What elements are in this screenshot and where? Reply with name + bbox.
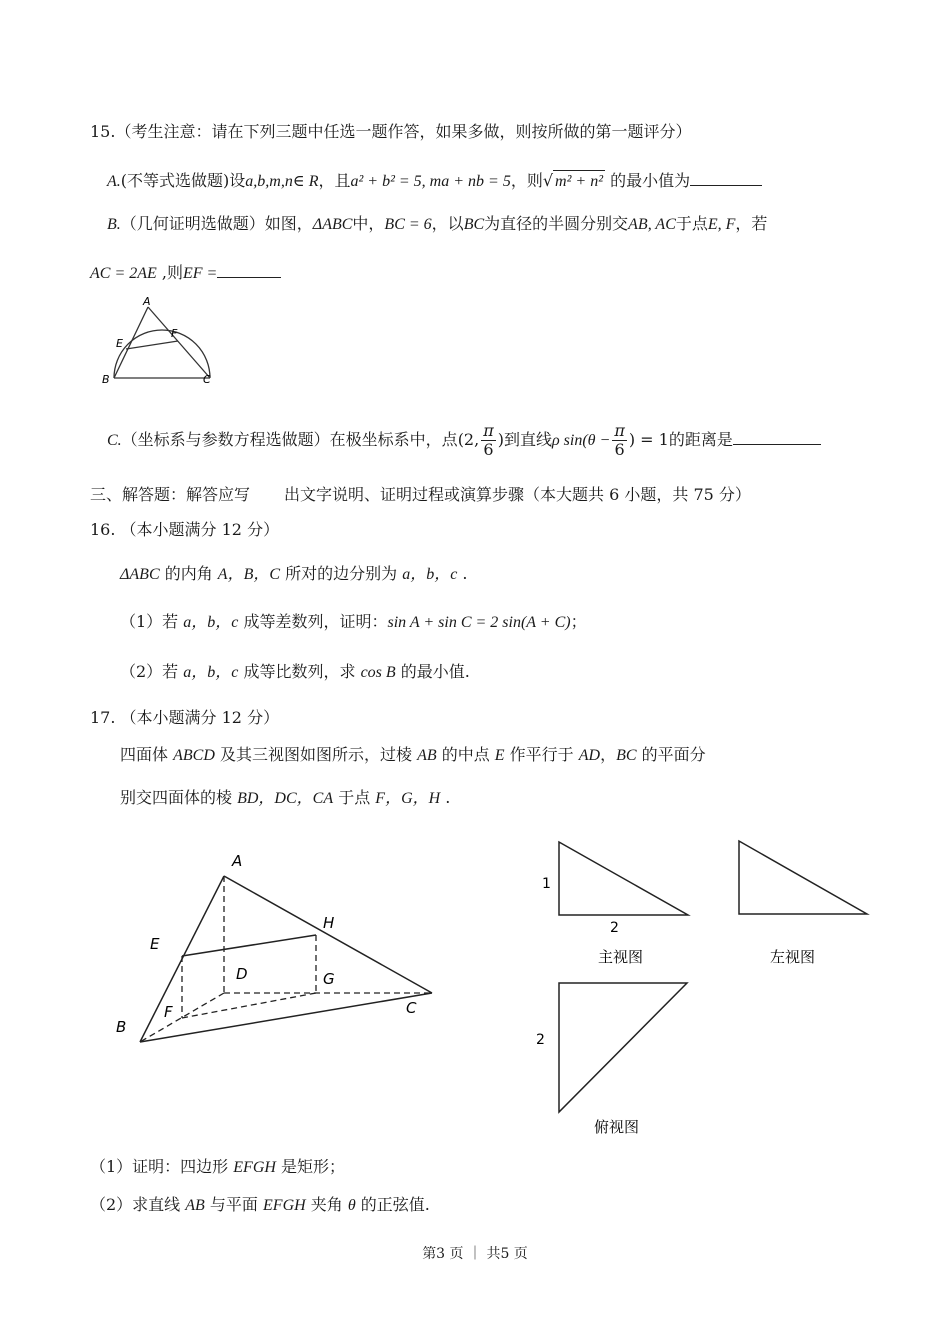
label-f: F — [171, 327, 178, 340]
q16-p1-eq: sin A + sin C = 2 sin(A + C) — [387, 614, 571, 631]
q17-s2-end: . — [440, 788, 451, 807]
q17-stem1 — [120, 744, 706, 767]
q15a-vars: a,b,m,n — [245, 173, 293, 190]
label-c: C — [203, 373, 211, 386]
front-view-triangle — [559, 842, 688, 915]
q17-header: 17. （本小题满分 12 分） — [90, 708, 280, 727]
tetrahedron-figure — [108, 846, 438, 1046]
q16-header: 16. （本小题满分 12 分） — [90, 520, 280, 539]
q16-p2-sides: a，b，c — [183, 664, 239, 681]
q17-s2-a: 别交四面体的棱 — [120, 788, 238, 807]
label-f: F — [164, 1003, 173, 1021]
tetrahedron-diagram — [108, 846, 438, 1046]
q15b-ef2: EF = — [182, 265, 218, 282]
segment-ac — [148, 307, 210, 378]
q15a-answer-blank — [690, 167, 762, 186]
front-view-height: 1 — [542, 876, 551, 892]
label-h: H — [323, 914, 335, 932]
q15b-tri: ΔABC — [312, 216, 353, 233]
front-view-caption: 主视图 — [598, 948, 644, 966]
q15-header: 15.（考生注意：请在下列三题中任选一题作答，如果多做，则按所做的第一题评分） — [90, 122, 692, 141]
q15b-bc2: BC — [463, 216, 485, 233]
q16-p1-b: 成等差数列，证明： — [238, 612, 388, 631]
q16-p2-end: 的最小值. — [395, 662, 470, 681]
q17-p1-a: （1）证明：四边形 — [90, 1157, 234, 1176]
q16-sides: a，b，c — [402, 566, 458, 583]
q15b-text2: ，以 — [431, 214, 464, 233]
q16-part1 — [120, 611, 587, 634]
q16-stem-end: . — [457, 564, 468, 583]
q17-s1-ad: AD — [578, 747, 601, 764]
q15c-text3: 的距离是 — [668, 430, 733, 449]
q15a-eq: a² + b² = 5, ma + nb = 5 — [350, 173, 511, 190]
q16-p2-cos: cos B — [360, 664, 396, 681]
pi-over-6-fraction — [481, 422, 496, 459]
q15b-mid: 中， — [352, 214, 385, 233]
q16-abc: A，B，C — [217, 566, 281, 583]
q15c-answer-blank — [733, 426, 821, 445]
label-b: B — [102, 373, 110, 386]
q15b-line2 — [90, 259, 281, 285]
q17-s1-b: 及其三视图如图所示，过棱 — [214, 745, 418, 764]
section3-text-b: 出文字说明、证明过程或演算步骤（本大题共 6 小题，共 75 分） — [284, 485, 751, 504]
q15a-sqrt: m² + n² — [553, 170, 605, 193]
q15a-tail: 的最小值为 — [605, 171, 691, 190]
q17-p1-efgh: EFGH — [233, 1159, 276, 1176]
label-b: B — [116, 1018, 127, 1036]
q17-p2-a: （2）求直线 — [90, 1195, 186, 1214]
label-d: D — [236, 965, 248, 983]
q16-tri: ΔABC — [120, 566, 160, 583]
frac-num: π — [483, 421, 494, 440]
q15b-ef: E, F — [707, 216, 736, 233]
q15b-answer-blank — [217, 259, 281, 278]
label-e: E — [150, 935, 160, 953]
q15a-line: A.(不等式选做题)设a,b,m,n∈ R，且a² + b² = 5, ma + nb = 5，则√ m² + n² 的最小值为 — [107, 167, 762, 193]
q17-s1-d: 作平行于 — [504, 745, 579, 764]
label-a: A — [232, 852, 243, 870]
label-a: A — [143, 295, 151, 308]
q17-s1-f: 的平面分 — [636, 745, 706, 764]
q17-p1-b: 是矩形； — [275, 1157, 346, 1176]
q17-s1-c: 的中点 — [436, 745, 495, 764]
top-view-caption: 俯视图 — [594, 1118, 640, 1136]
frac-num-2: π — [614, 421, 625, 440]
page-footer: 第3 页 ｜ 共5 页 — [422, 1246, 528, 1262]
q15a-cond: ，且 — [318, 171, 351, 190]
q16-stem-text: 的内角 — [159, 564, 218, 583]
top-view-triangle — [559, 983, 687, 1112]
q15b-label: B. — [107, 216, 121, 233]
left-view-caption: 左视图 — [770, 948, 816, 966]
q15c-rho: ρ sin(θ − — [551, 432, 611, 449]
q16-stem-text2: 所对的边分别为 — [280, 564, 403, 583]
q17-s1-e: E — [494, 747, 505, 764]
q15b-abac: AB, AC — [628, 216, 676, 233]
q17-s1-bc: BC — [616, 747, 637, 764]
q17-p2-ab: AB — [185, 1197, 205, 1214]
q17-part1 — [90, 1156, 345, 1179]
front-view-width: 2 — [610, 920, 619, 936]
section3-text-a: 三、解答题：解答应写 — [90, 485, 251, 504]
top-view-height: 2 — [536, 1032, 545, 1048]
q16-p1-sides: a，b，c — [183, 614, 239, 631]
label-c: C — [406, 999, 417, 1017]
q17-p2-b: 与平面 — [204, 1195, 264, 1214]
q16-p2-b: 成等比数列，求 — [238, 662, 361, 681]
q17-s1-abcd: ABCD — [173, 747, 215, 764]
q15b-line1 — [107, 213, 767, 236]
q17-s2-pts: F，G，H — [375, 790, 441, 807]
three-views-figure — [530, 836, 890, 1140]
label-e: E — [116, 337, 123, 350]
q17-s1-sep: ， — [600, 745, 617, 764]
q15b-cond: AC = 2AE — [90, 265, 157, 282]
semicircle-arc — [114, 330, 210, 378]
q17-s2-edges: BD，DC，CA — [237, 790, 334, 807]
q15b-text5: ，若 — [735, 214, 768, 233]
q17-s2-b: 于点 — [333, 788, 376, 807]
q16-part2 — [120, 661, 470, 684]
q17-p2-efgh: EFGH — [263, 1197, 306, 1214]
q15c-text2: 到直线 — [503, 430, 552, 449]
q15c-pt-close: ) — [497, 430, 504, 449]
semicircle-triangle-diagram — [98, 293, 228, 391]
q15a-label: A. — [107, 173, 121, 190]
segment-ef — [126, 341, 178, 349]
q15c-text1: （坐标系与参数方程选做题）在极坐标系中，点 — [121, 430, 458, 449]
pi-over-6-fraction-2 — [612, 422, 627, 459]
q16-p1-a: （1）若 — [120, 612, 184, 631]
q16-stem — [120, 563, 468, 586]
q15b-bc: BC = 6 — [384, 216, 432, 233]
q16-p2-a: （2）若 — [120, 662, 184, 681]
q17-p2-d: 的正弦值. — [355, 1195, 430, 1214]
q15a-then: ，则 — [510, 171, 543, 190]
q17-s1-a: 四面体 — [120, 745, 174, 764]
q15b-text3: 为直径的半圆分别交 — [484, 214, 629, 233]
q15b-figure — [98, 293, 228, 391]
left-view-triangle — [739, 841, 867, 914]
three-views-diagram — [530, 836, 890, 1140]
label-g: G — [323, 970, 335, 988]
frac-den-2: 6 — [614, 440, 625, 459]
frac-den: 6 — [483, 440, 494, 459]
segment-eh — [182, 935, 316, 956]
q15c-pt-open: (2, — [457, 430, 480, 449]
q15a-title: (不等式选做题)设 — [120, 171, 246, 190]
q15c-eq-close: ) = 1 — [628, 430, 669, 449]
q15c-label: C. — [107, 432, 122, 449]
section3-heading — [90, 484, 751, 506]
q17-p2-c: 夹角 — [305, 1195, 348, 1214]
q17-part2 — [90, 1194, 430, 1217]
q17-stem2 — [120, 787, 450, 810]
q15b-text4: 于点 — [675, 214, 708, 233]
q16-p1-end: ； — [570, 612, 587, 631]
q15c-line — [107, 420, 821, 461]
q15b-text6: ,则 — [156, 263, 183, 282]
q17-s1-ab: AB — [417, 747, 437, 764]
q15a-in-r: ∈ R — [292, 173, 319, 190]
q15b-text1: （几何证明选做题）如图， — [120, 214, 313, 233]
q17-p2-theta: θ — [347, 1197, 356, 1214]
